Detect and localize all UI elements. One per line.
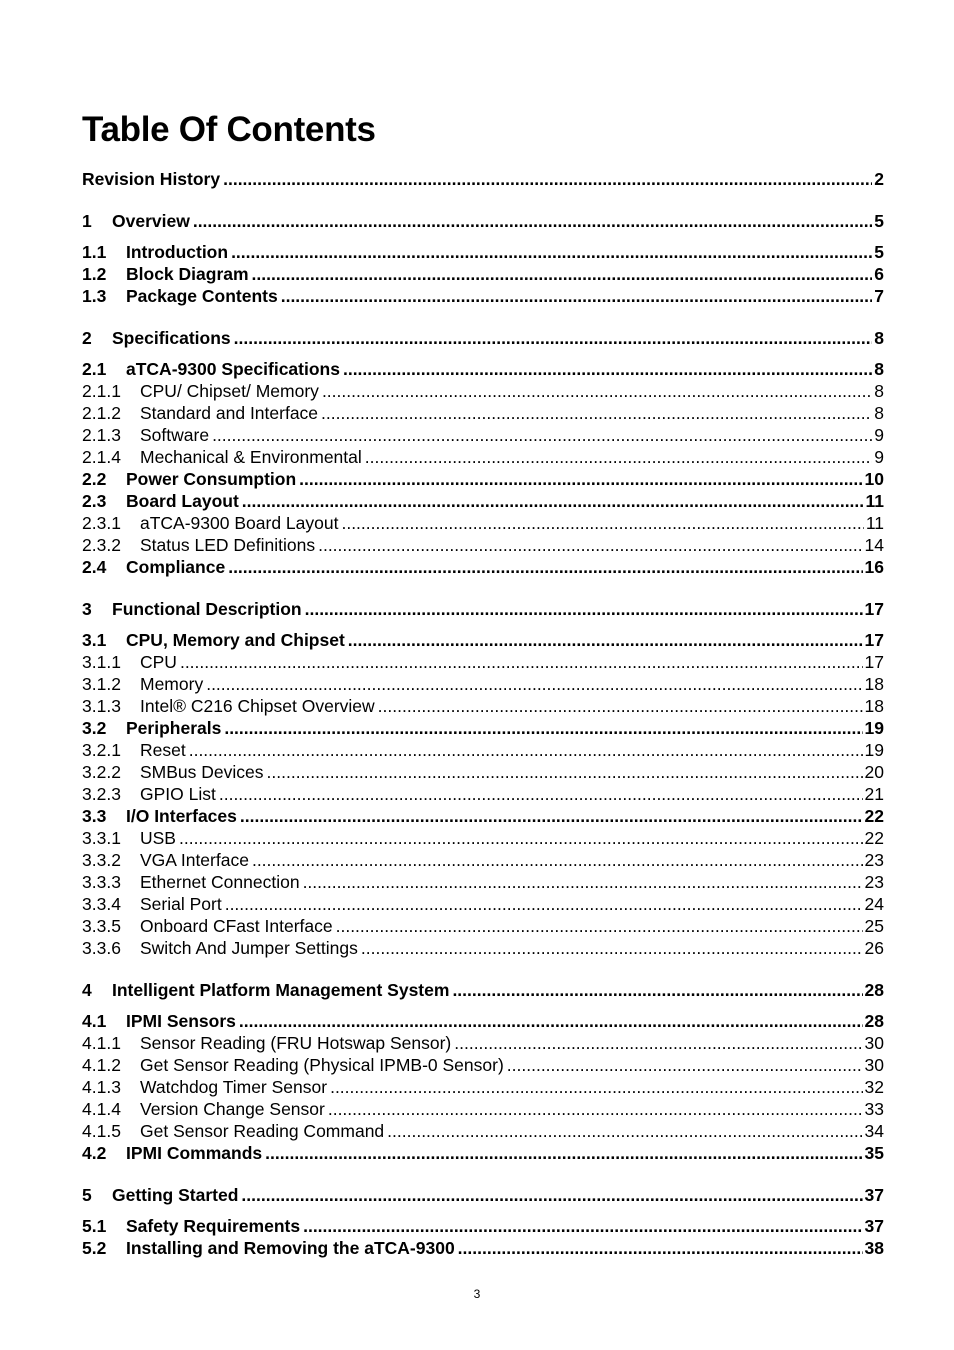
toc-entry[interactable] (82, 168, 884, 190)
toc-entry-number: 3.2.2 (82, 762, 121, 782)
toc-entry[interactable] (82, 263, 884, 285)
toc-entry-page: 23 (864, 850, 884, 870)
toc-entry-page: 23 (864, 872, 884, 892)
toc-dot-leader (267, 761, 863, 783)
toc-entry-label: USB (140, 828, 176, 848)
toc-entry-page: 37 (864, 1185, 884, 1205)
toc-entry[interactable] (82, 893, 884, 915)
toc-entry-number: 2.1.3 (82, 425, 121, 445)
toc-dot-leader (305, 598, 863, 620)
toc-dot-leader (281, 285, 873, 307)
toc-entry-number: 3.2.1 (82, 740, 121, 760)
toc-entry-number: 2.1.2 (82, 403, 121, 423)
toc-entry-label: CPU (140, 652, 177, 672)
toc-entry-label: Version Change Sensor (140, 1099, 325, 1119)
toc-entry[interactable] (82, 402, 884, 424)
toc-entry-page: 33 (864, 1099, 884, 1119)
toc-dot-leader (212, 424, 872, 446)
toc-entry-label: Serial Port (140, 894, 222, 914)
toc-dot-leader (234, 327, 873, 349)
toc-entry-label: Switch And Jumper Settings (140, 938, 358, 958)
toc-dot-leader (336, 915, 863, 937)
toc-entry[interactable] (82, 512, 884, 534)
toc-entry[interactable] (82, 241, 884, 263)
toc-dot-leader (219, 783, 863, 805)
toc-entry-number: 3.1.3 (82, 696, 121, 716)
page-number: 3 (473, 1287, 481, 1301)
page-title: Table Of Contents (82, 110, 376, 149)
toc-entry-number: 4.1.1 (82, 1033, 121, 1053)
toc-dot-leader (328, 1098, 863, 1120)
toc-entry-number: 2.3 (82, 491, 107, 511)
toc-entry-page: 19 (864, 740, 884, 760)
toc-entry-page: 11 (865, 491, 884, 511)
toc-entry-page: 9 (874, 425, 884, 445)
toc-entry-label: Specifications (112, 328, 231, 348)
toc-dot-leader (299, 468, 862, 490)
toc-entry-number: 3.1.2 (82, 674, 121, 694)
toc-entry-page: 19 (864, 718, 884, 738)
toc-entry[interactable] (82, 210, 884, 232)
toc-entry[interactable] (82, 651, 884, 673)
toc-entry-label: VGA Interface (140, 850, 249, 870)
toc-entry-label: Overview (112, 211, 190, 231)
toc-entry-number: 5.1 (82, 1216, 107, 1236)
toc-entry-label: Intel® C216 Chipset Overview (140, 696, 375, 716)
toc-entry-label: GPIO List (140, 784, 216, 804)
document-page (82, 0, 884, 1350)
toc-entry-label: Revision History (82, 169, 221, 189)
toc-dot-leader (252, 849, 863, 871)
toc-entry-label: I/O Interfaces (126, 806, 237, 826)
toc-entry-number: 3.3.3 (82, 872, 121, 892)
toc-entry-label: Status LED Definitions (140, 535, 316, 555)
toc-entry-number: 3.3.1 (82, 828, 121, 848)
toc-entry-label: Intelligent Platform Management System (112, 980, 450, 1000)
toc-entry[interactable] (82, 327, 884, 349)
toc-dot-leader (343, 358, 872, 380)
toc-entry-label: Package Contents (126, 286, 278, 306)
toc-entry-number: 3.2 (82, 718, 107, 738)
toc-dot-leader (454, 1032, 862, 1054)
toc-entry-page: 17 (864, 630, 884, 650)
toc-dot-leader (228, 556, 862, 578)
toc-entry-label: Standard and Interface (140, 403, 319, 423)
toc-entry[interactable] (82, 783, 884, 805)
toc-entry-page: 20 (864, 762, 884, 782)
toc-entry-number: 3.3.4 (82, 894, 121, 914)
toc-entry[interactable] (82, 761, 884, 783)
toc-entry-number: 2.4 (82, 557, 107, 577)
toc-entry[interactable] (82, 1184, 884, 1206)
toc-entry-label: IPMI Commands (126, 1143, 263, 1163)
toc-entry-number: 2.2 (82, 469, 107, 489)
toc-entry[interactable] (82, 1142, 884, 1164)
toc-dot-leader (265, 1142, 862, 1164)
toc-entry[interactable] (82, 979, 884, 1001)
toc-entry-number: 4 (82, 980, 92, 1000)
toc-entry-number: 2 (82, 328, 92, 348)
toc-entry-page: 26 (864, 938, 884, 958)
toc-entry-page: 8 (874, 328, 884, 348)
toc-entry-label: Compliance (126, 557, 226, 577)
toc-dot-leader (365, 446, 872, 468)
toc-entry-page: 2 (874, 169, 884, 189)
toc-dot-leader (242, 490, 864, 512)
toc-entry-page: 28 (864, 980, 884, 1000)
toc-entry[interactable] (82, 468, 884, 490)
toc-entry[interactable] (82, 1010, 884, 1032)
toc-entry-number: 2.3.1 (82, 513, 121, 533)
toc-entry-page: 14 (864, 535, 884, 555)
toc-entry-number: 5.2 (82, 1238, 107, 1258)
toc-entry[interactable] (82, 937, 884, 959)
toc-entry-page: 30 (864, 1033, 884, 1053)
toc-entry-number: 2.1.4 (82, 447, 121, 467)
toc-dot-leader (239, 1010, 863, 1032)
toc-entry-number: 3.1.1 (82, 652, 121, 672)
toc-dot-leader (193, 210, 872, 232)
toc-entry[interactable] (82, 1120, 884, 1142)
toc-entry[interactable] (82, 805, 884, 827)
toc-dot-leader (224, 717, 862, 739)
toc-entry-label: Mechanical & Environmental (140, 447, 362, 467)
toc-entry-page: 5 (874, 211, 884, 231)
toc-entry[interactable] (82, 915, 884, 937)
toc-entry[interactable] (82, 556, 884, 578)
toc-entry-page: 30 (864, 1055, 884, 1075)
toc-entry-label: IPMI Sensors (126, 1011, 236, 1031)
toc-dot-leader (507, 1054, 863, 1076)
toc-entry[interactable] (82, 717, 884, 739)
toc-entry[interactable] (82, 827, 884, 849)
toc-entry-page: 6 (874, 264, 884, 284)
toc-entry-number: 3 (82, 599, 92, 619)
toc-entry-label: SMBus Devices (140, 762, 264, 782)
toc-entry-number: 4.1.5 (82, 1121, 121, 1141)
toc-entry-label: Safety Requirements (126, 1216, 301, 1236)
toc-entry-page: 10 (864, 469, 884, 489)
toc-entry-page: 9 (874, 447, 884, 467)
toc-entry-label: Functional Description (112, 599, 302, 619)
toc-dot-leader (387, 1120, 862, 1142)
toc-dot-leader (452, 979, 862, 1001)
toc-entry-page: 32 (864, 1077, 884, 1097)
toc-entry-number: 4.1.3 (82, 1077, 121, 1097)
toc-entry-label: CPU/ Chipset/ Memory (140, 381, 319, 401)
toc-entry[interactable] (82, 871, 884, 893)
toc-dot-leader (318, 534, 862, 556)
toc-entry[interactable] (82, 446, 884, 468)
toc-entry-page: 25 (864, 916, 884, 936)
toc-dot-leader (231, 241, 872, 263)
toc-entry-number: 4.1.4 (82, 1099, 121, 1119)
toc-dot-leader (458, 1237, 863, 1259)
toc-entry-page: 24 (864, 894, 884, 914)
toc-entry-page: 22 (864, 806, 884, 826)
toc-entry-label: Onboard CFast Interface (140, 916, 333, 936)
toc-entry[interactable] (82, 1076, 884, 1098)
toc-entry-label: Block Diagram (126, 264, 249, 284)
toc-dot-leader (179, 827, 863, 849)
toc-dot-leader (206, 673, 862, 695)
toc-entry-page: 21 (864, 784, 884, 804)
toc-entry-page: 8 (874, 381, 884, 401)
toc-entry[interactable] (82, 1098, 884, 1120)
toc-entry-page: 8 (874, 359, 884, 379)
toc-entry-page: 22 (864, 828, 884, 848)
toc-dot-leader (322, 380, 872, 402)
toc-dot-leader (341, 512, 863, 534)
toc-entry-number: 3.3.5 (82, 916, 121, 936)
toc-entry-number: 2.1 (82, 359, 107, 379)
toc-entry[interactable] (82, 358, 884, 380)
toc-dot-leader (361, 937, 863, 959)
toc-entry-page: 5 (874, 242, 884, 262)
toc-dot-leader (189, 739, 863, 761)
toc-entry-number: 3.3.6 (82, 938, 121, 958)
toc-entry-label: Introduction (126, 242, 229, 262)
toc-entry[interactable] (82, 695, 884, 717)
toc-entry-page: 18 (864, 674, 884, 694)
toc-dot-leader (223, 168, 872, 190)
toc-entry-page: 34 (864, 1121, 884, 1141)
toc-entry-label: Get Sensor Reading Command (140, 1121, 385, 1141)
toc-entry-page: 37 (864, 1216, 884, 1236)
toc-entry-label: Reset (140, 740, 186, 760)
toc-entry[interactable] (82, 849, 884, 871)
toc-dot-leader (225, 893, 863, 915)
toc-dot-leader (321, 402, 872, 424)
toc-dot-leader (180, 651, 863, 673)
toc-entry-number: 1.2 (82, 264, 107, 284)
toc-dot-leader (330, 1076, 862, 1098)
toc-entry[interactable] (82, 673, 884, 695)
toc-entry-page: 18 (864, 696, 884, 716)
toc-entry-label: aTCA-9300 Specifications (126, 359, 340, 379)
toc-entry-number: 2.3.2 (82, 535, 121, 555)
toc-entry[interactable] (82, 598, 884, 620)
toc-entry-number: 1.1 (82, 242, 107, 262)
toc-entry-label: Installing and Removing the aTCA-9300 (126, 1238, 455, 1258)
toc-entry-number: 3.3.2 (82, 850, 121, 870)
toc-dot-leader (378, 695, 863, 717)
toc-entry-number: 4.2 (82, 1143, 107, 1163)
toc-dot-leader (348, 629, 863, 651)
table-of-contents (82, 166, 884, 1259)
toc-entry-page: 28 (864, 1011, 884, 1031)
toc-entry[interactable] (82, 424, 884, 446)
toc-dot-leader (303, 871, 863, 893)
toc-entry[interactable] (82, 380, 884, 402)
toc-entry-label: CPU, Memory and Chipset (126, 630, 345, 650)
toc-entry[interactable] (82, 1054, 884, 1076)
toc-entry-label: Sensor Reading (FRU Hotswap Sensor) (140, 1033, 452, 1053)
toc-entry-label: aTCA-9300 Board Layout (140, 513, 339, 533)
toc-entry-page: 11 (865, 513, 884, 533)
toc-entry-page: 7 (874, 286, 884, 306)
toc-entry-label: Power Consumption (126, 469, 297, 489)
toc-entry-page: 17 (864, 599, 884, 619)
toc-entry[interactable] (82, 1237, 884, 1259)
toc-entry-number: 2.1.1 (82, 381, 121, 401)
toc-entry-label: Board Layout (126, 491, 239, 511)
toc-entry-label: Watchdog Timer Sensor (140, 1077, 328, 1097)
toc-entry-label: Getting Started (112, 1185, 239, 1205)
toc-entry-page: 17 (864, 652, 884, 672)
toc-entry[interactable] (82, 490, 884, 512)
toc-entry-number: 4.1 (82, 1011, 107, 1031)
toc-entry[interactable] (82, 739, 884, 761)
toc-entry-number: 3.1 (82, 630, 107, 650)
toc-entry-label: Get Sensor Reading (Physical IPMB-0 Sensor) (140, 1055, 504, 1075)
toc-dot-leader (241, 1184, 862, 1206)
toc-entry[interactable] (82, 629, 884, 651)
toc-entry-number: 5 (82, 1185, 92, 1205)
toc-entry-page: 38 (864, 1238, 884, 1258)
toc-entry-number: 1.3 (82, 286, 107, 306)
toc-entry-label: Peripherals (126, 718, 222, 738)
toc-entry-label: Memory (140, 674, 204, 694)
toc-entry-label: Ethernet Connection (140, 872, 300, 892)
toc-entry-label: Software (140, 425, 210, 445)
toc-entry-page: 8 (874, 403, 884, 423)
toc-entry-number: 1 (82, 211, 92, 231)
toc-dot-leader (303, 1215, 862, 1237)
toc-entry-page: 35 (864, 1143, 884, 1163)
toc-entry-number: 4.1.2 (82, 1055, 121, 1075)
toc-entry-number: 3.3 (82, 806, 107, 826)
toc-entry[interactable] (82, 534, 884, 556)
toc-entry-page: 16 (864, 557, 884, 577)
toc-entry[interactable] (82, 1032, 884, 1054)
toc-entry[interactable] (82, 285, 884, 307)
toc-dot-leader (252, 263, 873, 285)
toc-entry[interactable] (82, 1215, 884, 1237)
toc-dot-leader (240, 805, 863, 827)
toc-entry-number: 3.2.3 (82, 784, 121, 804)
